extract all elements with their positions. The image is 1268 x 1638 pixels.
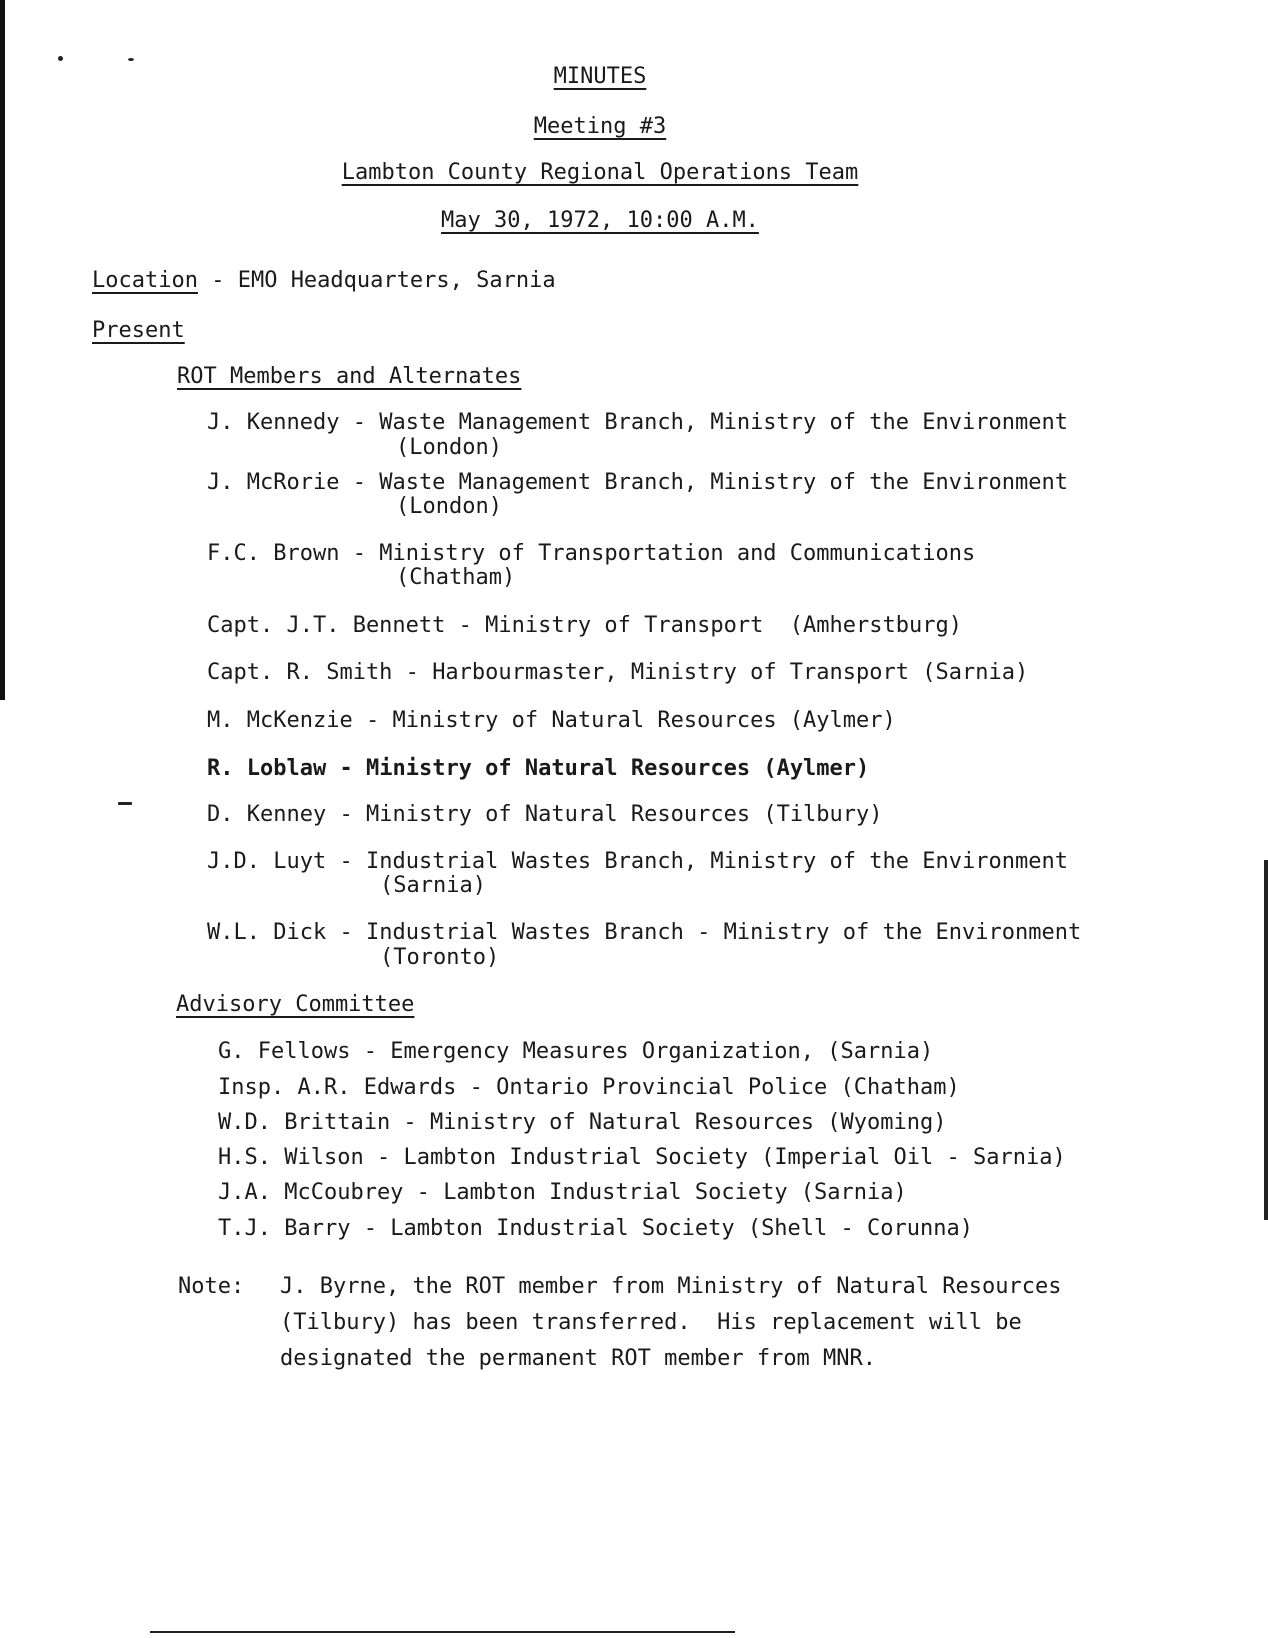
advisory-heading: Advisory Committee [176, 992, 415, 1017]
advisory-member: W.D. Brittain - Ministry of Natural Resources (Wyoming) [218, 1110, 947, 1135]
scan-speck [128, 58, 134, 61]
advisory-member: J.A. McCoubrey - Lambton Industrial Society (Sarnia) [218, 1180, 907, 1205]
location-label: Location [92, 268, 198, 293]
meeting-date: May 30, 1972, 10:00 A.M. [441, 208, 759, 233]
present-heading: Present [92, 318, 185, 343]
rot-member: M. McKenzie - Ministry of Natural Resources (Aylmer) [207, 708, 896, 733]
advisory-member: T.J. Barry - Lambton Industrial Society (Shell - Corunna) [218, 1216, 973, 1241]
advisory-member: G. Fellows - Emergency Measures Organization, (Sarnia) [218, 1039, 934, 1064]
rot-member-cont: (London) [396, 494, 502, 519]
team-name: Lambton County Regional Operations Team [341, 160, 859, 185]
rot-member-cont: (London) [396, 435, 502, 460]
advisory-member: Insp. A.R. Edwards - Ontario Provincial Police (Chatham) [218, 1075, 960, 1100]
rot-member: Capt. J.T. Bennett - Ministry of Transport (Amherstburg) [207, 613, 962, 638]
note-label: Note: [178, 1274, 245, 1299]
scan-edge-right [1264, 860, 1268, 1220]
doc-title: MINUTES [553, 64, 647, 89]
location-line [92, 268, 556, 293]
advisory-member: H.S. Wilson - Lambton Industrial Society (Imperial Oil - Sarnia) [218, 1145, 1066, 1170]
rot-member: J. McRorie - Waste Management Branch, Ministry of the Environment [207, 470, 1068, 495]
scan-edge-left [0, 0, 5, 700]
note-line: (Tilbury) has been transferred. His replacement will be [280, 1310, 1022, 1335]
rot-member: J. Kennedy - Waste Management Branch, Ministry of the Environment [207, 410, 1068, 435]
rot-member: D. Kenney - Ministry of Natural Resources (Tilbury) [207, 802, 883, 827]
meeting-number: Meeting #3 [533, 114, 667, 139]
rot-member-cont: (Chatham) [396, 565, 516, 590]
bottom-rule [150, 1631, 735, 1633]
rot-member-cont: (Sarnia) [380, 873, 486, 898]
rot-member: W.L. Dick - Industrial Wastes Branch - Ministry of the Environment [207, 920, 1082, 945]
note-line: J. Byrne, the ROT member from Ministry of Natural Resources [280, 1274, 1062, 1299]
note-line: designated the permanent ROT member from MNR. [280, 1346, 877, 1371]
rot-member: R. Loblaw - Ministry of Natural Resources (Aylmer) [207, 756, 870, 781]
rot-member-cont: (Toronto) [380, 945, 500, 970]
rot-heading: ROT Members and Alternates [177, 364, 522, 389]
rot-member: Capt. R. Smith - Harbourmaster, Ministry of Transport (Sarnia) [207, 660, 1029, 685]
rot-member: F.C. Brown - Ministry of Transportation and Communications [207, 541, 976, 566]
location-value: - EMO Headquarters, Sarnia [211, 268, 556, 293]
scan-speck [58, 56, 63, 61]
rot-member: J.D. Luyt - Industrial Wastes Branch, Ministry of the Environment [207, 849, 1068, 874]
scan-speck [118, 802, 132, 805]
